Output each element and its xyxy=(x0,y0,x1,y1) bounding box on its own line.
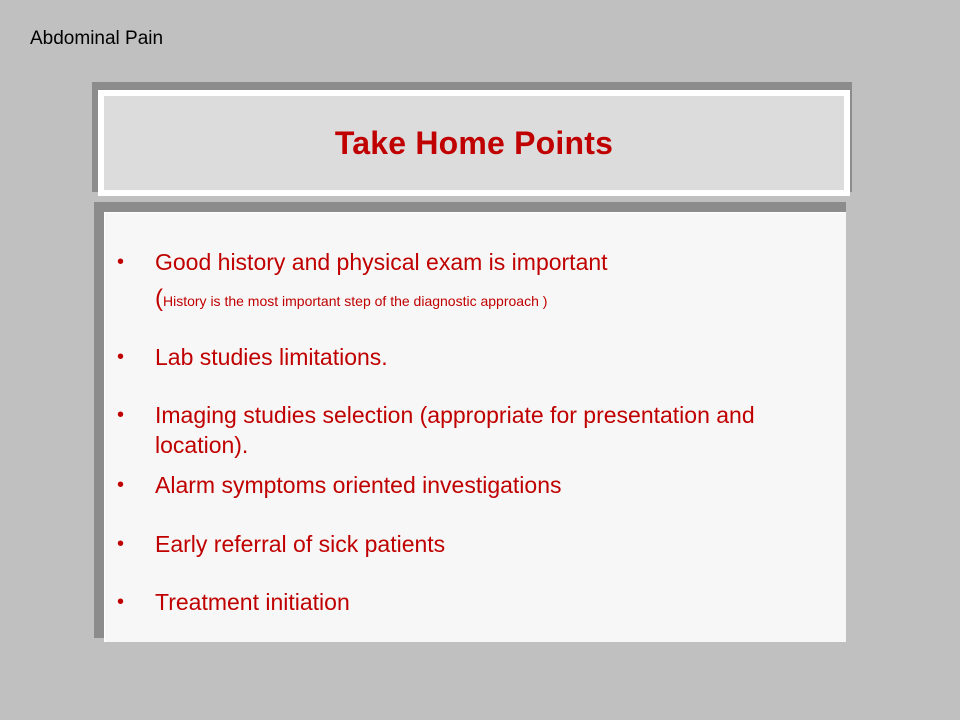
bullet-icon: • xyxy=(117,474,125,496)
bullet-icon: • xyxy=(117,346,125,368)
header-label: Abdominal Pain xyxy=(30,28,164,49)
title-box-inner xyxy=(104,96,844,190)
bullet-icon: • xyxy=(117,591,125,613)
sub-note xyxy=(155,285,547,313)
sub-note-paren: ( xyxy=(155,285,163,312)
title-box xyxy=(98,90,850,196)
bullet-icon: • xyxy=(117,533,125,555)
bullet-icon: • xyxy=(117,251,125,273)
bullet-text: Alarm symptoms oriented investigations xyxy=(155,472,562,498)
bullet-icon: • xyxy=(117,404,125,426)
sub-note-text: History is the most important step of the diagnostic approach ) xyxy=(163,293,548,309)
content-box xyxy=(104,212,846,642)
bullet-text: Lab studies limitations. xyxy=(155,344,388,370)
slide-title: Take Home Points xyxy=(334,124,614,161)
bullet-text: Early referral of sick patients xyxy=(155,531,446,557)
bullet-text: Good history and physical exam is important xyxy=(155,249,608,275)
bullet-text: Imaging studies selection (appropriate for presentation and location). xyxy=(155,402,755,458)
bullet-text: Treatment initiation xyxy=(155,589,350,615)
